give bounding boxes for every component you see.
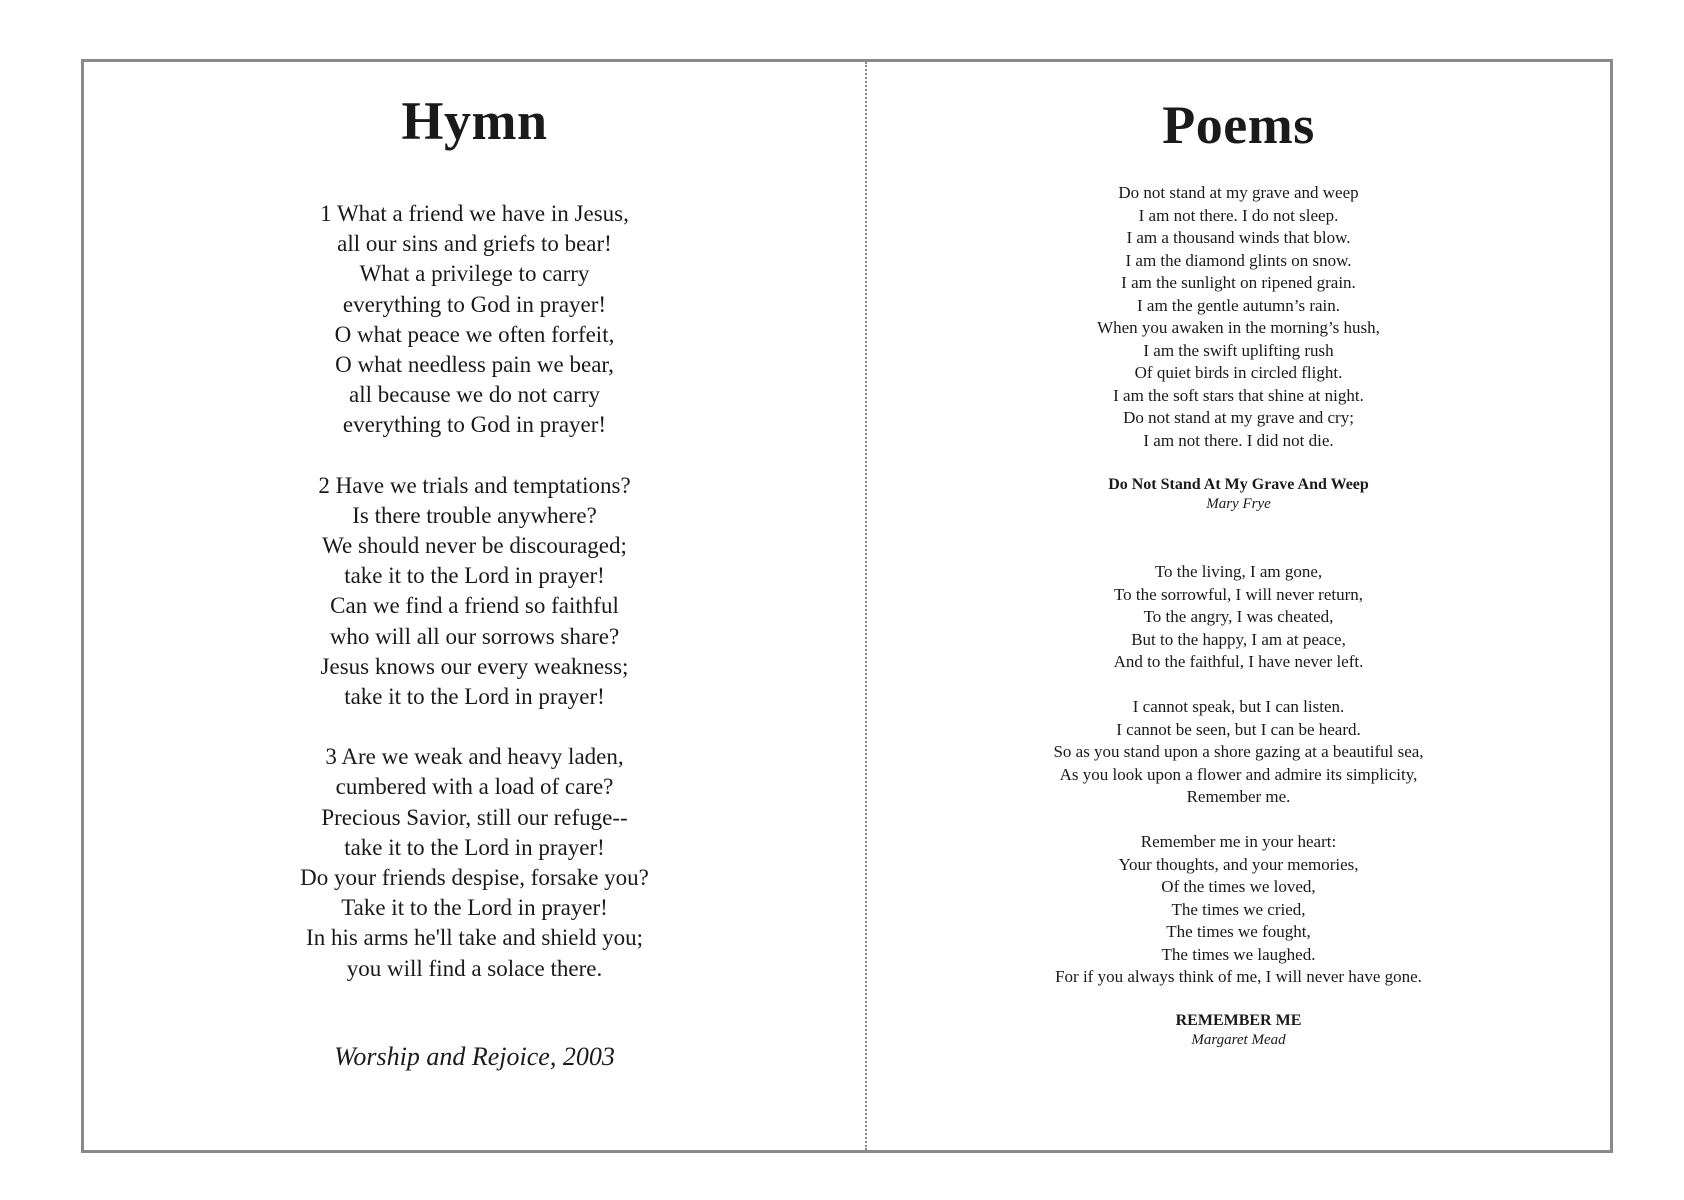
poem-stanza [867, 182, 1610, 452]
verse-line: cumbered with a load of care? [335, 774, 614, 800]
poem-line: Your thoughts, and your memories, [1118, 854, 1359, 874]
poem-author: Mary Frye [1206, 495, 1271, 512]
poem-line: Of the times we loved, [1161, 877, 1316, 896]
poem-line: The times we fought, [1166, 922, 1311, 941]
poem-line: Do not stand at my grave and cry; [1123, 408, 1354, 427]
poem-stanza [867, 831, 1610, 989]
poem-line: The times we cried, [1171, 899, 1306, 919]
hymn-verse-2 [84, 471, 865, 713]
poem-line: I am not there. I do not sleep. [1138, 205, 1339, 225]
verse-line: take it to the Lord in prayer! [344, 834, 605, 860]
poem-line: I am a thousand winds that blow. [1126, 228, 1351, 247]
verse-line: 1 What a friend we have in Jesus, [320, 201, 629, 226]
verse-line: take it to the Lord in prayer! [344, 563, 605, 589]
poems-page [867, 62, 1610, 1150]
poem-line: I am the gentle autumn’s rain. [1137, 295, 1340, 315]
verse-line: who will all our sorrows share? [329, 623, 620, 649]
poem-line: But to the happy, I am at peace, [1131, 629, 1346, 649]
hymn-page [84, 62, 867, 1150]
poem-do-not-stand [867, 182, 1610, 514]
verse-line: 2 Have we trials and temptations? [318, 472, 631, 498]
verse-line: Is there trouble anywhere? [352, 502, 597, 528]
poem-line: I am the diamond glints on snow. [1125, 250, 1352, 270]
poem-line: I am the sunlight on ripened grain. [1121, 273, 1356, 292]
verse-line: O what peace we often forfeit, [334, 321, 615, 347]
verse-line: everything to God in prayer! [342, 291, 607, 317]
poem-line: Remember me in your heart: [1140, 832, 1337, 851]
hymn-verse-3 [84, 742, 865, 984]
poem-line: For if you always think of me, I will never have gone. [1055, 967, 1422, 986]
verse-line: Precious Savior, still our refuge-- [321, 804, 628, 830]
poem-line: I am the swift uplifting rush [1143, 340, 1334, 360]
poem-author: Margaret Mead [1191, 1032, 1286, 1048]
poem-stanza [867, 696, 1610, 809]
poem-remember-me [867, 561, 1610, 1050]
poem-line: I cannot speak, but I can listen. [1132, 697, 1345, 716]
poem-line: As you look upon a flower and admire its simplicity, [1059, 764, 1418, 784]
verse-line: Take it to the Lord in prayer! [341, 895, 608, 921]
poem-stanza [867, 561, 1610, 674]
poems-page-title: Poems [1162, 95, 1315, 155]
verse-line: What a privilege to carry [359, 261, 590, 287]
verse-line: Jesus knows our every weakness; [320, 653, 629, 679]
verse-line: take it to the Lord in prayer! [344, 684, 605, 710]
hymn-verse-1 [84, 199, 865, 441]
poem-line: So as you stand upon a shore gazing at a beautiful sea, [1053, 742, 1424, 761]
poem-line: Of quiet birds in circled flight. [1134, 363, 1343, 382]
poem-line: Do not stand at my grave and weep [1118, 183, 1359, 202]
hymn-page-title: Hymn [401, 91, 548, 151]
verse-line: Do your friends despise, forsake you? [300, 865, 649, 891]
poem-line: To the sorrowful, I will never return, [1113, 584, 1363, 604]
poem-line: I am the soft stars that shine at night. [1113, 385, 1364, 405]
poem-line: The times we laughed. [1161, 944, 1316, 964]
hymn-source: Worship and Rejoice, 2003 [334, 1042, 615, 1071]
poem-line: To the angry, I was cheated, [1143, 607, 1334, 626]
poem-line: I cannot be seen, but I can be heard. [1116, 719, 1361, 739]
verse-line: We should never be discouraged; [322, 533, 627, 559]
poem-line: To the living, I am gone, [1154, 562, 1323, 581]
poem-line: I am not there. I did not die. [1143, 430, 1334, 450]
poem-title: REMEMBER ME [1175, 1012, 1302, 1029]
verse-line: all because we do not carry [349, 382, 600, 408]
verse-line: Can we find a friend so faithful [330, 593, 619, 619]
poem-title: Do Not Stand At My Grave And Weep [1108, 475, 1369, 493]
verse-line: everything to God in prayer! [342, 412, 607, 438]
verse-line: you will find a solace there. [346, 955, 603, 981]
poem-line: And to the faithful, I have never left. [1113, 652, 1364, 671]
poem-line: Remember me. [1186, 787, 1291, 806]
verse-line: O what needless pain we bear, [335, 352, 614, 378]
poem-line: When you awaken in the morning’s hush, [1097, 318, 1380, 337]
hymn-verses [84, 199, 865, 1014]
verse-line: all our sins and griefs to bear! [337, 231, 612, 257]
verse-line: In his arms he'll take and shield you; [306, 925, 643, 951]
verse-line: 3 Are we weak and heavy laden, [325, 744, 624, 770]
booklet-spread [81, 59, 1613, 1153]
